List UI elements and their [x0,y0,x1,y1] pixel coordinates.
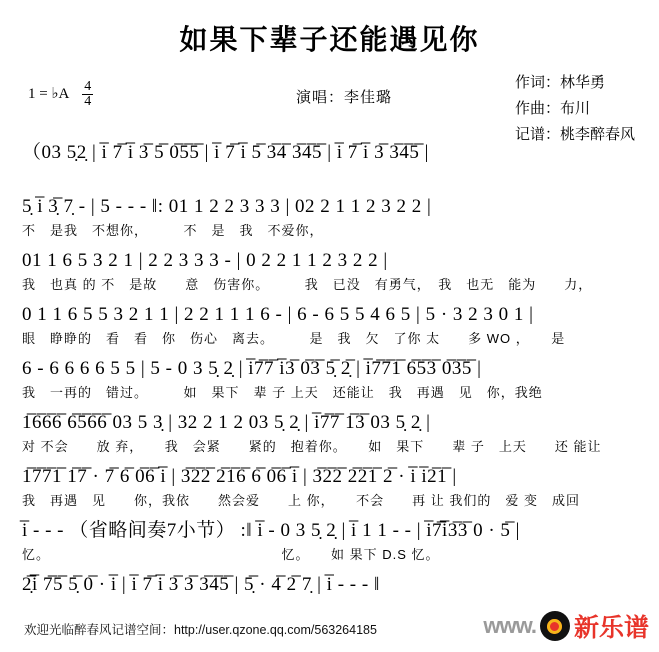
key-signature-text: 1 = ♭A [28,85,69,102]
notation-line: 6 - 6 6 6 6 5 5 | 5 - 0 3 5̣ 2̣ | i̅7̅7̅ i̅3̅ 0̅3̅ 5̣̅ 2̣̅ | i̅7̅7̅1̅ 6̅5̅3̅ 0̅3̅5̅ | [22,358,482,379]
system-3 [22,248,637,296]
transcriber-credit: 记谱：桃李醉春风 [514,126,635,143]
system-2 [22,194,637,242]
system-8 [22,518,637,566]
watermark-site-name: 新乐谱 [573,614,649,642]
page-title: 如果下辈子还能遇见你 [179,24,480,55]
key-signature [28,80,93,109]
system-5 [22,356,637,404]
time-signature [82,80,93,109]
notation-line: 01 1 6 5 3 2 1 | 2 2 3 3 3 - | 0 2 2 1 1 2 3 2 2 | [22,250,388,271]
score-header [0,62,659,143]
lyric-line: 不 是我 不想你， 不 是 我 不爱你， [22,223,324,238]
lyric-line: 我 也真 的 不 是故 意 伤害你。 我 已没 有勇气， 我 也无 能为 力， [22,277,593,292]
lyric-line: 忆。 忆。 如 果下 D.S 忆。 [22,547,440,562]
lyric-line [22,166,637,188]
lyric-line: 对 不会 放 弃， 我 会紧 紧的 抱着你。 如 果下 辈 子 上天 还 能让 [22,439,602,454]
notation-line: 1̅6̅6̅6̅ 6̅5̅6̅6̅ 03 5 3̣ | 32 2 1 2 03 5̣ 2̣ | i̅7̅7̅ 1̅3̅ 03 5̣ 2̣ | [22,412,431,433]
notation-line: 0 1 1 6 5 5 3 2 1 1 | 2 2 1 1 1 6 - | 6 - 6 5 5 4 6 5 | 5 · 3 2 3 0 1 | [22,304,534,325]
notation-line: （03 5̣2̣ | i̅ 7̅ i̅ 3̅ 5̅ 0̅5̅5̅ | i̅ 7̅ i̅ 5̅ 3̅4̅ 3̅4̅5̅ | i̅ 7̅ i̅ 3̅ 3̅4̅5̅ | [22,142,429,163]
composer-credit: 作曲：布川 [514,100,590,117]
system-4 [22,302,637,350]
watermark-www-text: www. [483,613,536,638]
system-1 [22,140,637,188]
lyricist-credit: 作词：林华勇 [514,74,605,91]
system-6 [22,410,637,458]
lyric-line: 我 再遇 见 你，我依 然会爱 上 你， 不会 再 让 我们的 爱 变 成回 [22,493,580,508]
notation-line: i̅ - - - （省略间奏7小节） :‖ i̅ - 0 3 5̣ 2̣ | i̅ 1 1 - - | i̅7̅i̅3̅3̅ 0 · 5̅ | [22,520,520,541]
watermark [483,608,649,644]
notation-line: 1̅7̅7̅1̅ 1̅7̅ · 7̅ 6̅ 0̅6̅ i̅ | 3̅2̅2̅ 2̅1̅6̅ 6̅ 0̅6̅ i̅ | 3̅2̅2̅ 2̅2̅1̅ 2̅ · i̅ i̅2̅1̅ | [22,466,457,487]
system-7 [22,464,637,512]
music-body [0,140,659,620]
lyric-line: 眼 睁睁的 看 看 你 伤心 离去。 是 我 欠 了你 太 多 WO ， 是 [22,331,566,346]
singer-credit: 演唱：李佳璐 [296,89,393,106]
notation-line: 5̣ i̅ 3̣̅ 7̣ - | 5 - - - ‖: 01 1 2 2 3 3 3 | 02 2 1 1 2 3 2 2 | [22,196,432,217]
notation-line: 2̣̅i̅ 7̅5̅ 5̣̅ 0̅ · i̅ | i̅ 7̅ i̅ 3̅ 3̅ 3̅4̅5̅ | 5̣̅ · 4̅ 2̅ 7̣ | i̅ - - - ‖ [22,574,380,595]
lyric-line: 我 一再的 错过。 如 果下 辈 子 上天 还能让 我 再遇 见 你，我绝 [22,385,543,400]
page-footer [0,606,659,646]
watermark-logo-icon [540,611,570,641]
credits-block [515,70,635,148]
footer-credit-text: 欢迎光临醉春风记谱空间：http://user.qzone.qq.com/563264185 [24,623,377,637]
time-signature-numerator: 4 [84,79,92,94]
time-signature-denominator: 4 [84,94,92,109]
